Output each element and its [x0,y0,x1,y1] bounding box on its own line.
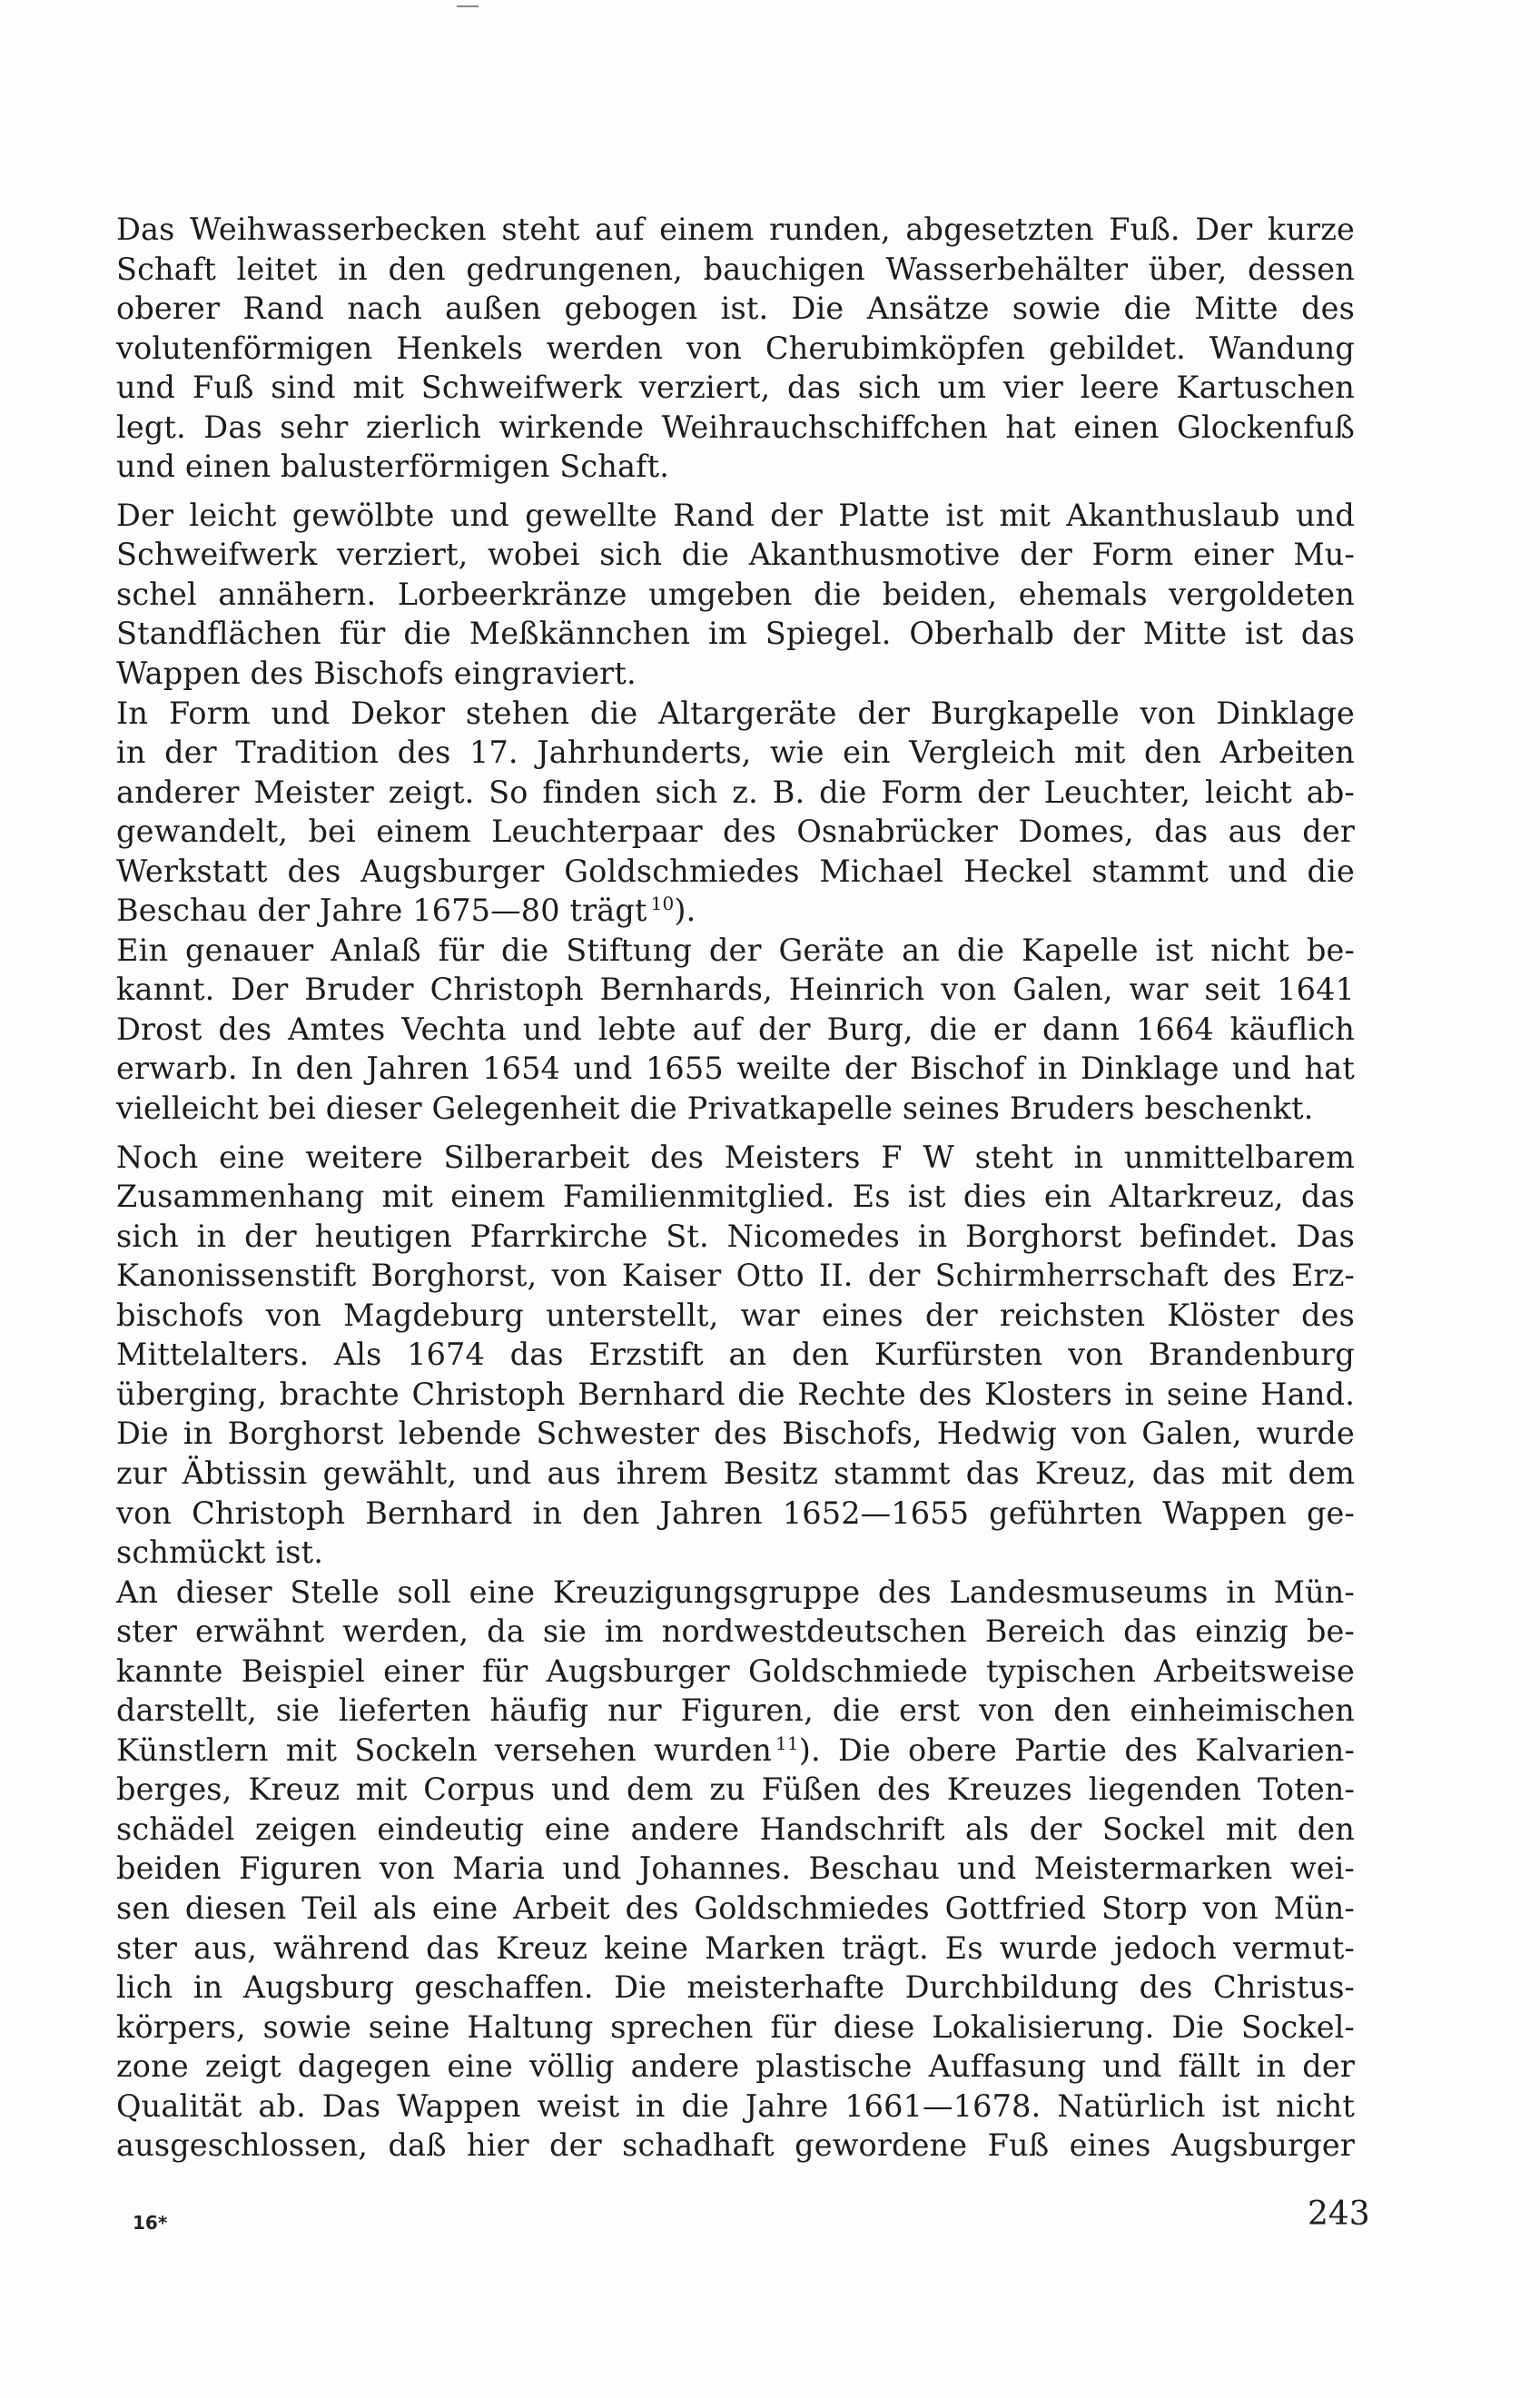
paragraph [116,931,1355,1129]
text-line: lich in Augsburg geschaffen. Die meisterhafte Durchbildung des Christus- [116,1969,1355,2006]
text-line: kannt. Der Bruder Christoph Bernhards, Heinrich von Galen, war seit 1641 [116,972,1355,1008]
text-line: Mittelalters. Als 1674 das Erzstift an den Kurfürsten von Brandenburg [116,1337,1355,1373]
text-line: Beschau der Jahre 1675—80 trägt $^{10}$). [116,893,696,929]
paragraph [116,1573,1355,2166]
text-line: Drost des Amtes Vechta und lebte auf der Burg, die er dann 1664 käuflich [116,1011,1355,1047]
text-line: ster erwähnt werden, da sie im nordwestdeutschen Bereich das einzig be- [116,1613,1355,1650]
text-line: vielleicht bei dieser Gelegenheit die Privatkapelle seines Bruders beschenkt. [116,1090,1314,1127]
text-line: Qualität ab. Das Wappen weist in die Jahre 1661—1678. Natürlich ist nicht [116,2087,1355,2124]
paragraph [116,694,1355,931]
text-line: erwarb. In den Jahren 1654 und 1655 weilte der Bischof in Dinklage und hat [116,1051,1355,1087]
text-line: sen diesen Teil als eine Arbeit des Goldschmiedes Gottfried Storp von Mün- [116,1890,1355,1926]
text-line: gewandelt, bei einem Leuchterpaar des Osnabrücker Domes, das aus der [116,814,1355,850]
footnote-reference[interactable]: 11 [775,1732,799,1754]
text-line: und einen balusterförmigen Schaft. [116,449,670,485]
text-line: Noch eine weitere Silberarbeit des Meisters F W steht in unmittelbarem [116,1139,1355,1175]
text-line: ster aus, während das Kreuz keine Marken trägt. Es wurde jedoch vermut- [116,1929,1355,1966]
text-line: oberer Rand nach außen gebogen ist. Die Ansätze sowie die Mitte des [116,291,1355,327]
text-line: In Form und Dekor stehen die Altargeräte der Burgkapelle von Dinklage [116,695,1355,731]
body-text [116,210,1355,2166]
text-line: kannte Beispiel einer für Augsburger Goldschmiede typischen Arbeitsweise [116,1653,1355,1689]
text-line: Das Weihwasserbecken steht auf einem runden, abgesetzten Fuß. Der kurze [116,212,1355,247]
text-line: schmückt ist. [116,1535,324,1571]
text-line: Die in Borghorst lebende Schwester des Bischofs, Hedwig von Galen, wurde [116,1416,1355,1452]
text-line: Ein genauer Anlaß für die Stiftung der Geräte an die Kapelle ist nicht be- [116,932,1355,968]
text-line: legt. Das sehr zierlich wirkende Weihrauchschiffchen hat einen Glockenfuß [116,409,1355,445]
text-line: Werkstatt des Augsburger Goldschmiedes Michael Heckel stammt und die [116,853,1355,889]
text-line: schel annähern. Lorbeerkränze umgeben die beiden, ehemals vergoldeten [116,576,1355,612]
text-line: sich in der heutigen Pfarrkirche St. Nicomedes in Borghorst befindet. Das [116,1218,1355,1254]
paragraph [116,496,1355,694]
text-line: zur Äbtissin gewählt, und aus ihrem Besitz stammt das Kreuz, das mit dem [116,1455,1355,1491]
text-line: Standflächen für die Meßkännchen im Spiegel. Oberhalb der Mitte ist das [116,616,1355,652]
text-line: berges, Kreuz mit Corpus und dem zu Füßen des Kreuzes liegenden Toten- [116,1771,1355,1808]
text-line: und Fuß sind mit Schweifwerk verziert, das sich um vier leere Kartuschen [116,370,1355,406]
text-line: beiden Figuren von Maria und Johannes. Beschau und Meistermarken wei- [116,1850,1355,1887]
text-line: Künstlern mit Sockeln versehen wurden $^{11}$). Die obere Partie des Kalvarien- [116,1732,1355,1768]
printer-signature-mark: 16* [133,2212,168,2234]
footnote-reference[interactable]: 10 [650,893,675,915]
text-line: Der leicht gewölbte und gewellte Rand der Platte ist mit Akanthuslaub und [116,497,1355,533]
text-line: Wappen des Bischofs eingraviert. [116,656,637,692]
text-line: Schweifwerk verziert, wobei sich die Akanthusmotive der Form einer Mu- [116,537,1355,573]
text-line: körpers, sowie seine Haltung sprechen für diese Lokalisierung. Die Sockel- [116,2008,1355,2045]
text-line: volutenförmigen Henkels werden von Cherubimköpfen gebildet. Wandung [116,330,1355,366]
text-line: überging, brachte Christoph Bernhard die Rechte des Klosters in seine Hand. [116,1376,1355,1412]
text-line: anderer Meister zeigt. So finden sich z. B. die Form der Leuchter, leicht ab- [116,774,1355,810]
text-line: An dieser Stelle soll eine Kreuzigungsgruppe des Landesmuseums in Mün- [116,1574,1355,1610]
text-line: ausgeschlossen, daß hier der schadhaft gewordene Fuß eines Augsburger [116,2127,1355,2164]
text-line: Zusammenhang mit einem Familienmitglied. Es ist dies ein Altarkreuz, das [116,1179,1355,1215]
paragraph [116,210,1355,487]
text-line: Kanonissenstift Borghorst, von Kaiser Otto II. der Schirmherrschaft des Erz- [116,1258,1355,1294]
page-number: 243 [1308,2196,1370,2233]
text-line: darstellt, sie lieferten häufig nur Figuren, die erst von den einheimischen [116,1692,1355,1729]
text-line: Schaft leitet in den gedrungenen, bauchigen Wasserbehälter über, dessen [116,251,1355,287]
text-line: von Christoph Bernhard in den Jahren 1652—1655 geführten Wappen ge- [116,1495,1355,1531]
text-line: schädel zeigen eindeutig eine andere Handschrift als der Sockel mit den [116,1811,1355,1847]
text-line: bischofs von Magdeburg unterstellt, war eines der reichsten Klöster des [116,1297,1355,1333]
text-line: in der Tradition des 17. Jahrhunderts, wie ein Vergleich mit den Arbeiten [116,735,1355,771]
scan-artifact-mark [457,5,479,7]
text-line: zone zeigt dagegen eine völlig andere plastische Auffasung und fällt in der [116,2048,1355,2085]
paragraph [116,1138,1355,1573]
